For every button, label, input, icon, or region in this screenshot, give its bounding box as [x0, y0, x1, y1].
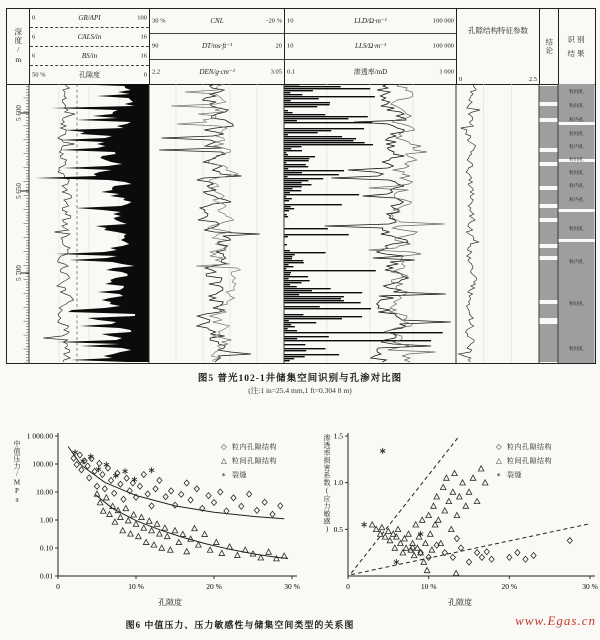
figure6-caption: 图6 中值压力、压力敏感性与储集空间类型的关系图 [125, 620, 355, 630]
depth-label: 5 650 [15, 183, 23, 199]
log-fill-left [285, 192, 290, 193]
log-fill-left [285, 262, 304, 263]
x-tick-label: 30 % [582, 582, 598, 591]
log-fill-left [285, 196, 287, 197]
depth-header-label: 深度/m [13, 28, 23, 65]
left-plot-ylabel: 中值压力/MPa [13, 440, 21, 504]
log-curve [459, 84, 481, 362]
bs-curve-header: 6 BS/in 16 [30, 46, 149, 65]
log-fill-left [285, 130, 332, 131]
log-fill-left [285, 158, 310, 159]
conclusion-band [540, 222, 558, 244]
log-fill-left [285, 268, 287, 269]
trend-line [95, 495, 288, 559]
den-curve-header: 2.2 DEN/g·cm⁻³ 3.05 [150, 59, 284, 84]
log-fill-left [285, 132, 318, 133]
log-fill-left [285, 138, 357, 139]
log-fill-left [285, 278, 289, 279]
log-fill-left [285, 208, 295, 209]
diamond-marker-icon: ◇ [496, 442, 502, 451]
diamond-marker-icon: ◇ [221, 442, 227, 451]
log-fill-left [285, 96, 375, 97]
y-tick-label: 1.5 [333, 431, 343, 441]
log-fill-left [285, 174, 339, 175]
log-fill-left [285, 98, 319, 99]
left-plot-xlabel: 孔隙度 [158, 598, 182, 607]
series-triangle [369, 466, 488, 576]
log-fill-left [285, 344, 306, 345]
log-fill-left [285, 336, 329, 337]
log-fill-left [285, 186, 302, 187]
track2-header [149, 9, 284, 84]
log-fill-left [285, 86, 341, 87]
log-fill-left [285, 170, 345, 171]
legend-item: ◇ 粒内孔隙结构 [221, 442, 277, 451]
lls-curve-header: 10 LLS/Ω·m⁻¹ 100 000 [285, 33, 456, 58]
result-band-label: 粒间孔 [569, 347, 584, 352]
log-fill-left [285, 216, 289, 217]
log-fill-left [285, 338, 298, 339]
figure5-well-log [6, 8, 596, 364]
log-fill-left [285, 272, 291, 273]
log-fill-left [285, 200, 290, 201]
series-diamond [410, 536, 573, 565]
log-fill-left [285, 188, 293, 189]
conclusion-band [540, 304, 558, 318]
log-fill-left [285, 190, 302, 191]
result-band-label: 粒内孔 [569, 145, 584, 150]
y-tick-label: 100.00 [32, 459, 53, 469]
log-fill-left [285, 142, 365, 143]
log-fill-left [285, 184, 312, 185]
log-fill-left [285, 92, 291, 93]
y-tick-label: 0.10 [39, 543, 53, 553]
log-fill-left [285, 244, 288, 245]
log-fill-left [285, 280, 310, 281]
track1-header [29, 9, 149, 84]
log-fill-left [285, 318, 343, 319]
triangle-marker-icon: △ [496, 456, 502, 465]
log-fill-left [285, 324, 292, 325]
log-fill-left [285, 274, 291, 275]
log-fill-left [285, 102, 331, 103]
log-fill-left [285, 90, 313, 91]
legend-item: ◇ 粒内孔隙结构 [496, 442, 552, 451]
log-fill-left [285, 298, 342, 299]
log-fill-left [285, 110, 289, 111]
conclusion-band [540, 152, 558, 162]
conclusion-band [540, 166, 558, 186]
result-band [559, 125, 595, 159]
log-fill-left [285, 256, 293, 257]
log-fill-left [285, 198, 292, 199]
y-tick-label: 0.5 [333, 524, 343, 534]
log-fill-left [285, 316, 363, 317]
asterisk-marker-icon: ∗ [221, 470, 227, 479]
log-fill-left [285, 332, 443, 333]
dt-curve-header: 90 DT/ms·ft⁻¹ 20 [150, 33, 284, 58]
log-fill-left [285, 180, 309, 181]
log-fill-left [285, 286, 297, 287]
log-fill-left [285, 112, 293, 113]
log-fill-left [285, 296, 344, 297]
log-fill-left [285, 228, 328, 229]
log-fill-left [285, 276, 309, 277]
stress-sensitivity-plot [318, 428, 600, 600]
conclusion-band [540, 208, 558, 218]
y-tick-label: 1 000.00 [26, 431, 53, 441]
legend-item: ∗ 裂缝 [496, 470, 522, 479]
legend-item: △ 粒间孔隙结构 [496, 456, 552, 465]
log-body-canvas [7, 84, 595, 363]
log-fill-left [285, 136, 343, 137]
conclusion-band [540, 86, 558, 102]
triangle-marker-icon: △ [221, 456, 227, 465]
log-fill-left [285, 152, 287, 153]
depth-column-header [7, 9, 29, 84]
log-fill-left [285, 162, 287, 163]
result-band-label: 粒内孔 [569, 260, 584, 265]
log-fill-left [285, 290, 313, 291]
result-band-label: 粒间孔 [569, 171, 584, 176]
x-tick-label: 30 % [284, 582, 300, 591]
log-fill-left [285, 214, 287, 215]
log-fill-left [285, 294, 300, 295]
log-fill-left [285, 148, 292, 149]
conclusion-band [540, 190, 558, 204]
log-curve [325, 84, 451, 362]
log-fill-left [285, 354, 340, 355]
trend-line [351, 436, 459, 573]
left-plot-legend [221, 440, 277, 482]
log-fill-left [285, 264, 289, 265]
log-fill-left [285, 120, 297, 121]
log-fill-left [285, 250, 290, 251]
log-fill-left [285, 252, 326, 253]
log-fill-left [285, 168, 289, 169]
log-fill-left [285, 144, 374, 145]
log-fill-left [285, 204, 342, 205]
log-fill-left [285, 284, 291, 285]
result-band-label: 粒内孔 [569, 184, 584, 189]
y-tick-label: 10.00 [36, 487, 53, 497]
log-fill-left [285, 176, 288, 177]
axes [348, 433, 595, 576]
conclusion-band [540, 122, 558, 148]
log-fill-left [285, 128, 365, 129]
log-fill-left [285, 340, 432, 341]
log-fill-left [285, 266, 294, 267]
log-fill-left [285, 156, 316, 157]
log-header [7, 9, 595, 85]
x-tick-label: 20 % [206, 582, 222, 591]
log-fill-left [285, 330, 298, 331]
legend-item: ∗ 裂缝 [221, 470, 247, 479]
log-fill-left [285, 350, 307, 351]
log-fill-left [285, 164, 306, 165]
log-fill-left [285, 320, 289, 321]
watermark: www.Egas.cn [515, 613, 596, 628]
conclusion-band [540, 324, 558, 362]
x-tick-label: 20 % [501, 582, 518, 591]
y-tick-label: 1.00 [39, 515, 53, 525]
log-fill-left [285, 254, 295, 255]
result-band-label: 粒间孔 [569, 158, 584, 163]
log-fill-left [285, 234, 349, 235]
figure5-note: (注:1 in=25.4 mm,1 ft=0.304 8 m) [248, 386, 352, 395]
log-fill-left [285, 140, 354, 141]
right-plot-legend [496, 440, 552, 482]
track3-header [284, 9, 456, 84]
log-fill-left [285, 292, 363, 293]
gr-curve-header: 0 GR/API 100 [32, 14, 147, 22]
lld-curve-header: 10 LLD/Ω·m⁻¹ 100 000 [287, 17, 454, 26]
log-fill-left [285, 154, 289, 155]
result-band-label: 粒间孔 [569, 302, 584, 307]
log-fill-left [285, 282, 302, 283]
log-fill-left [285, 160, 309, 161]
log-fill-left [285, 288, 331, 289]
log-fill-left [285, 166, 309, 167]
asterisk-marker-icon: ∗ [496, 470, 502, 479]
log-fill-left [285, 104, 330, 105]
log-fill-left [285, 358, 295, 359]
conclusion-band [540, 106, 558, 118]
result-band-label: 粒间孔 [569, 227, 584, 232]
figure5-caption: 图5 普光102-1井储集空间识别与孔渗对比图 [197, 374, 403, 384]
x-tick-label: 0 [56, 582, 60, 591]
log-fill-left [285, 348, 326, 349]
x-tick-label: 10 % [420, 582, 437, 591]
porosity-curve-header: 50 % 孔隙度 0 [30, 65, 149, 84]
log-fill-left [285, 146, 302, 147]
y-tick-label: 0.01 [39, 571, 53, 581]
right-plot-xlabel: 孔隙度 [448, 598, 472, 607]
log-fill-left [285, 210, 290, 211]
cnl-curve-header: 30 % CNL -20 % [152, 17, 282, 26]
log-fill-left [285, 300, 344, 301]
x-tick-label: 10 % [128, 582, 144, 591]
depth-label: 5 600 [15, 105, 23, 121]
log-fill-left [285, 178, 324, 179]
log-fill-left [285, 360, 290, 361]
log-fill-left [285, 182, 302, 183]
log-fill-left [285, 88, 371, 89]
log-fill-left [285, 134, 288, 135]
log-fill-left [285, 150, 303, 151]
log-fill-left [285, 270, 376, 271]
cals-curve-header: 6 CALS/in 16 [30, 27, 149, 46]
result-band-label: 粒间孔 [569, 132, 584, 137]
log-fill-left [285, 322, 317, 323]
log-fill-left [285, 260, 304, 261]
log-fill-left [285, 118, 349, 119]
x-tick-label: 0 [346, 582, 350, 591]
log-fill-left [285, 84, 300, 85]
result-column-header: 识别结果 [558, 9, 595, 84]
result-band [559, 212, 595, 239]
log-fill-left [285, 236, 288, 237]
y-tick-label: 1.0 [333, 478, 343, 488]
series-asterisk [362, 448, 424, 565]
conclusion-band [540, 248, 558, 256]
log-fill-left [285, 172, 303, 173]
log-fill-left [285, 314, 304, 315]
log-fill-left [285, 328, 288, 329]
log-fill-left [285, 114, 326, 115]
log-fill-right [35, 84, 149, 362]
result-band-label: 粒间孔 [569, 104, 584, 109]
log-fill-left [285, 194, 360, 195]
log-fill-left [285, 100, 291, 101]
log-fill-left [285, 302, 361, 303]
right-plot-ylabel: 渗透率损害系数(应力敏感) [323, 434, 331, 534]
log-fill-left [285, 106, 318, 107]
pore-structure-header: 孔隙结构特征参数 0 2.5 [456, 9, 539, 84]
log-fill-left [285, 94, 303, 95]
conclusion-column-header: 结论 [539, 9, 558, 84]
log-fill-left [285, 356, 305, 357]
log-fill-left [285, 116, 368, 117]
result-band-label: 粒内孔 [569, 118, 584, 123]
log-fill-left [285, 258, 293, 259]
conclusion-band [540, 260, 558, 300]
depth-label: 5 700 [15, 265, 23, 281]
perm-curve-header: 0.1 渗透率/mD 1 000 [285, 59, 456, 84]
log-fill-left [285, 326, 295, 327]
legend-item: △ 粒间孔隙结构 [221, 456, 277, 465]
log-fill-left [285, 206, 291, 207]
log-fill-left [285, 306, 320, 307]
log-fill-left [285, 308, 372, 309]
result-band-label: 粒间孔 [569, 90, 584, 95]
result-band-label: 粒内孔 [569, 198, 584, 203]
